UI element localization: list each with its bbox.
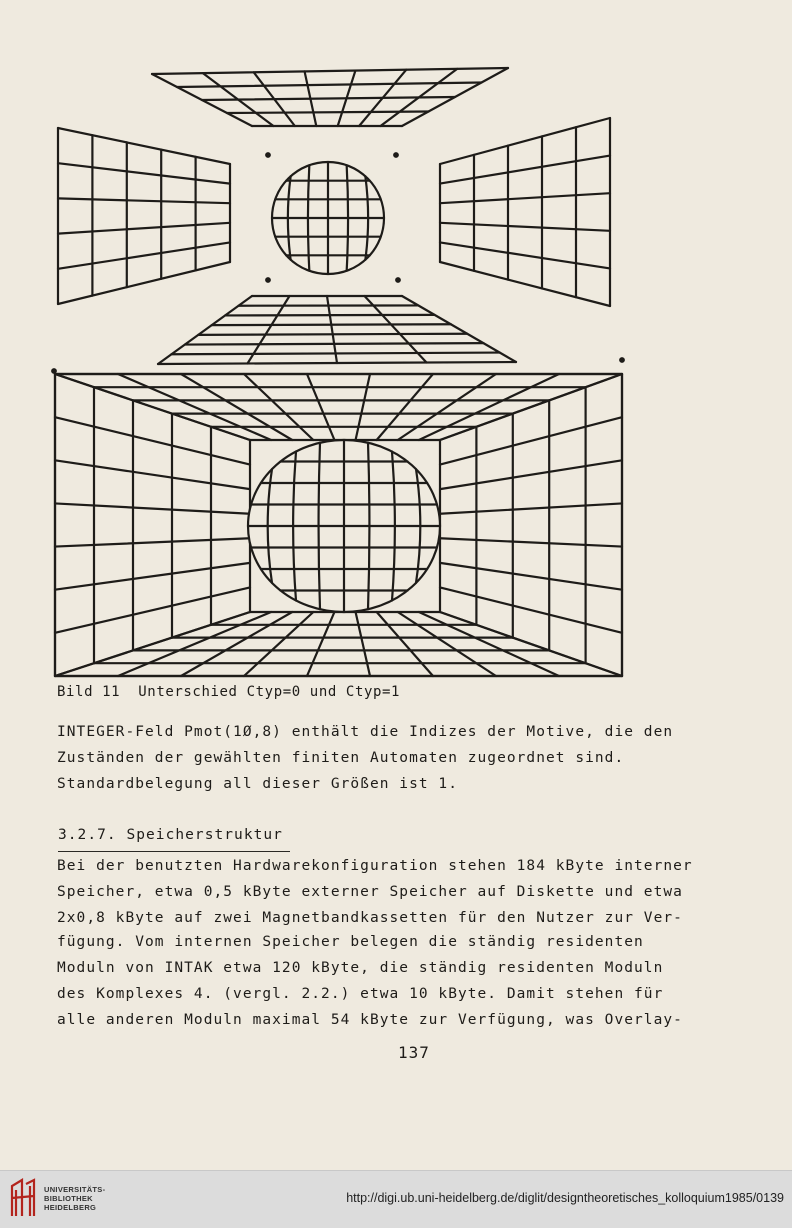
trapezoid-grid-top xyxy=(227,112,429,114)
tunnel-right-wall-grid xyxy=(440,563,622,590)
tunnel-ceiling-grid xyxy=(307,374,334,440)
paragraph-line: fügung. Vom internen Speicher belegen die ständig residenten xyxy=(57,934,644,950)
tunnel-right-wall-grid xyxy=(440,587,622,632)
tunnel-ceiling-grid xyxy=(118,374,271,440)
tunnel-left-wall-grid xyxy=(55,612,250,676)
page-number: 137 xyxy=(398,1043,430,1062)
tunnel-floor-grid xyxy=(118,612,271,676)
tunnel-right-wall-grid xyxy=(440,374,622,440)
tunnel-floor-grid xyxy=(419,612,559,676)
library-logo-icon xyxy=(8,1178,38,1218)
tunnel-ceiling-grid xyxy=(419,374,559,440)
tunnel-floor-grid xyxy=(398,612,496,676)
tunnel-right-wall-grid xyxy=(440,460,622,489)
registration-dot xyxy=(396,278,400,282)
trapezoid-grid-left xyxy=(58,163,230,183)
paragraph-line: INTEGER-Feld Pmot(1Ø,8) enthält die Indizes der Motive, die den xyxy=(57,724,673,740)
tunnel-left-wall-grid xyxy=(55,538,250,546)
source-url-link[interactable]: http://digi.ub.uni-heidelberg.de/diglit/designtheoretisches_kolloquium1985/0139 xyxy=(346,1191,784,1205)
trapezoid-grid-right xyxy=(440,223,610,231)
figure-caption: Bild 11 Unterschied Ctyp=0 und Ctyp=1 xyxy=(57,684,400,700)
registration-dot xyxy=(266,278,270,282)
library-name-line: BIBLIOTHEK xyxy=(44,1194,93,1203)
heading-underline xyxy=(58,851,290,852)
tunnel-left-wall-grid xyxy=(55,587,250,632)
trapezoid-grid-left xyxy=(58,198,230,203)
tunnel-left-wall-grid xyxy=(55,563,250,590)
tunnel-right-wall-grid xyxy=(440,538,622,546)
paragraph-line: Standardbelegung all dieser Größen ist 1. xyxy=(57,776,458,792)
tunnel-floor-grid xyxy=(377,612,433,676)
tunnel-floor-grid xyxy=(356,612,370,676)
tunnel-ceiling-grid xyxy=(377,374,433,440)
tunnel-left-wall-grid xyxy=(55,374,250,440)
trapezoid-grid-right xyxy=(440,193,610,203)
tunnel-ceiling-grid xyxy=(244,374,313,440)
section-heading: 3.2.7. Speicherstruktur xyxy=(58,827,283,843)
tunnel-ceiling-grid xyxy=(398,374,496,440)
paragraph-line: Speicher, etwa 0,5 kByte externer Speicher auf Diskette und etwa xyxy=(57,884,683,900)
paragraph-line: alle anderen Moduln maximal 54 kByte zur Verfügung, was Overlay- xyxy=(57,1012,683,1028)
tunnel-right-wall-grid xyxy=(440,612,622,676)
trapezoid-grid-left xyxy=(58,242,230,268)
paragraph-line: des Komplexes 4. (vergl. 2.2.) etwa 10 kByte. Damit stehen für xyxy=(57,986,663,1002)
trapezoid-grid-left xyxy=(58,223,230,234)
tunnel-floor-grid xyxy=(181,612,292,676)
paragraph-line: Bei der benutzten Hardwarekonfiguration stehen 184 kByte interner xyxy=(57,858,693,874)
tunnel-ceiling-grid xyxy=(181,374,292,440)
trapezoid-grid-left xyxy=(58,128,230,164)
footer-bar xyxy=(0,1170,792,1228)
registration-dot xyxy=(266,153,270,157)
tunnel-right-wall-grid xyxy=(440,417,622,464)
paragraph-line: Moduln von INTAK etwa 120 kByte, die ständig residenten Moduln xyxy=(57,960,663,976)
trapezoid-grid-left xyxy=(58,262,230,304)
paragraph-line: 2x0,8 kByte auf zwei Magnetbandkassetten für den Nutzer zur Ver- xyxy=(57,910,683,926)
registration-dot xyxy=(394,153,398,157)
tunnel-floor-grid xyxy=(307,612,334,676)
tunnel-floor-grid xyxy=(244,612,313,676)
trapezoid-grid-right xyxy=(440,156,610,184)
registration-dot xyxy=(620,358,624,362)
trapezoid-grid-right xyxy=(440,262,610,306)
library-name-line: HEIDELBERG xyxy=(44,1203,96,1212)
tunnel-right-wall-grid xyxy=(440,503,622,513)
tunnel-left-wall-grid xyxy=(55,417,250,464)
tunnel-left-wall-grid xyxy=(55,460,250,489)
paragraph-line: Zuständen der gewählten finiten Automaten zugeordnet sind. xyxy=(57,750,624,766)
registration-dot xyxy=(52,369,56,373)
tunnel-ceiling-grid xyxy=(356,374,370,440)
trapezoid-grid-right xyxy=(440,118,610,164)
library-name-line: UNIVERSITÄTS- xyxy=(44,1185,105,1194)
trapezoid-grid-right xyxy=(440,242,610,268)
tunnel-left-wall-grid xyxy=(55,503,250,513)
